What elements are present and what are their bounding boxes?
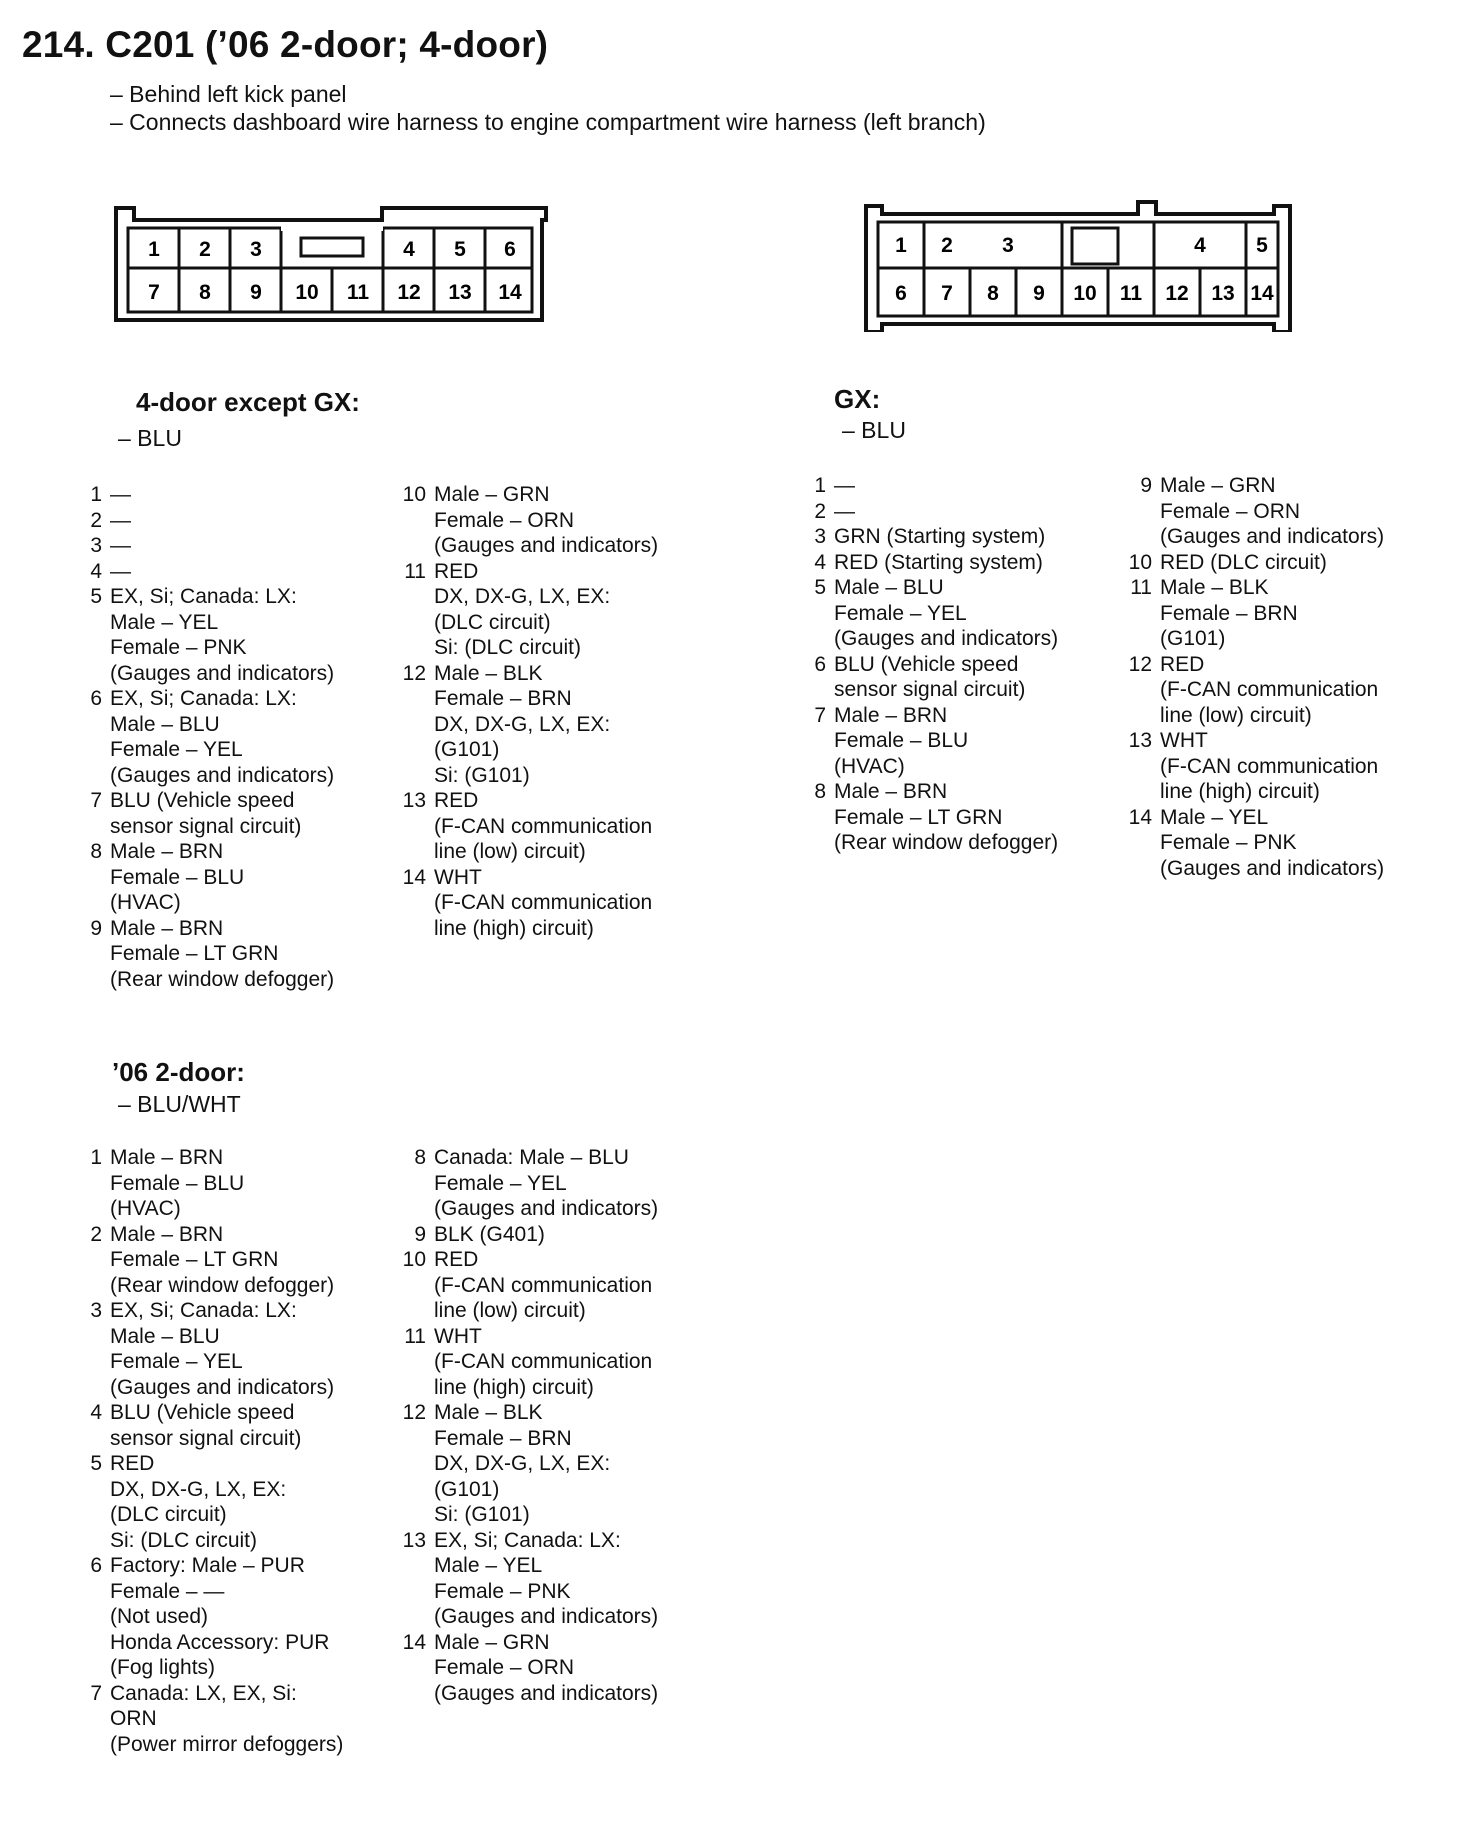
pin-description: Male – BRN Female – LT GRN (Rear window defogger) (834, 780, 1059, 854)
pin-entry (72, 839, 334, 916)
pin-entry (396, 482, 658, 559)
pin-number: 5 (814, 576, 826, 599)
pin-entry (72, 788, 334, 839)
pin-number: 6 (90, 687, 102, 710)
connector-pin-label: 1 (895, 234, 907, 257)
pin-number: 5 (90, 1452, 102, 1475)
pin-description: — (110, 483, 131, 506)
pin-description: EX, Si; Canada: LX: Male – BLU Female – YEL (Gauges and indicators) (110, 687, 335, 787)
section-heading-gx: GX: (834, 384, 881, 414)
pin-description: Male – BLU Female – YEL (Gauges and indicators) (834, 576, 1059, 650)
pin-entry (796, 652, 1058, 703)
pin-description: RED (F-CAN communication line (low) circuit) (434, 789, 653, 863)
pin-entry (796, 575, 1058, 652)
pin-description: EX, Si; Canada: LX: Male – YEL Female – PNK (Gauges and indicators) (434, 1528, 659, 1628)
pin-description: Male – GRN Female – ORN (Gauges and indicators) (1160, 474, 1385, 548)
connector-pin-label: 11 (346, 281, 370, 304)
connector-pin-label: 8 (199, 281, 211, 304)
pin-number: 11 (1130, 576, 1152, 599)
pin-description: RED (DLC circuit) (1160, 550, 1327, 574)
pin-description: Canada: Male – BLU Female – YEL (Gauges and indicators) (434, 1146, 659, 1220)
pin-number: 4 (814, 550, 826, 574)
pin-number: 12 (1128, 652, 1152, 676)
pin-description: WHT (F-CAN communication line (high) circuit) (434, 1324, 653, 1399)
pin-number: 2 (90, 508, 102, 532)
pin-description: EX, Si; Canada: LX: Male – BLU Female – YEL (Gauges and indicators) (110, 1299, 335, 1399)
connector-pin-label: 7 (148, 281, 160, 304)
pin-entry (796, 779, 1058, 856)
pin-entry (72, 482, 334, 508)
pin-entry (796, 473, 1058, 499)
pin-description: GRN (Starting system) (834, 525, 1046, 548)
connector-pin-label: 6 (504, 238, 516, 261)
pin-description: EX, Si; Canada: LX: Male – YEL Female – PNK (Gauges and indicators) (110, 585, 335, 685)
pin-number: 13 (402, 789, 426, 812)
pin-number: 14 (402, 865, 426, 889)
pin-entry (72, 559, 334, 585)
connector-pin-label: 9 (1033, 282, 1045, 305)
pin-entry (72, 1222, 343, 1299)
connector-pin-label: 4 (403, 238, 415, 261)
pin-entry (396, 788, 658, 865)
pin-number: 2 (814, 499, 826, 523)
pin-entry (1122, 550, 1384, 576)
pin-number: 13 (1128, 729, 1152, 752)
connector-right-key (1072, 228, 1118, 264)
section-heading-4door: 4-door except GX: (136, 387, 360, 417)
connector-pin-label: 12 (397, 281, 421, 304)
pin-description: WHT (F-CAN communication line (high) circuit) (434, 865, 653, 940)
pin-entry (72, 1553, 343, 1681)
connector-left-key (301, 238, 363, 256)
pin-entry (72, 1145, 343, 1222)
pin-number: 9 (1140, 474, 1152, 497)
pin-number: 11 (404, 1324, 426, 1348)
pin-description: Male – YEL Female – PNK (Gauges and indicators) (1160, 805, 1385, 880)
section-color-4door: – BLU (118, 425, 182, 451)
pin-number: 14 (1128, 805, 1152, 829)
pin-description: Male – GRN Female – ORN (Gauges and indicators) (434, 1630, 659, 1705)
pin-description: BLK (G401) (434, 1222, 545, 1246)
pin-list-2door-col1 (72, 1145, 343, 1757)
pin-number: 9 (414, 1222, 426, 1246)
pin-description: Male – BRN Female – LT GRN (Rear window defogger) (110, 916, 335, 991)
pin-entry (1122, 805, 1384, 882)
section-color-gx: – BLU (842, 417, 906, 443)
pin-description: BLU (Vehicle speed sensor signal circuit) (834, 652, 1026, 701)
pin-entry (796, 703, 1058, 780)
pin-number: 1 (90, 1146, 102, 1169)
pin-entry (396, 1324, 658, 1401)
pin-number: 5 (90, 585, 102, 608)
pin-number: 2 (90, 1222, 102, 1246)
connector-pin-label: 3 (250, 238, 262, 261)
pin-entry (72, 1400, 343, 1451)
pin-number: 14 (402, 1630, 426, 1654)
pin-entry (396, 865, 658, 942)
pin-entry (796, 499, 1058, 525)
pin-list-gx-col1 (796, 473, 1058, 856)
pin-number: 1 (90, 483, 102, 506)
pin-number: 13 (402, 1528, 426, 1552)
pin-list-4door-col2 (396, 482, 658, 941)
pin-entry (396, 1222, 658, 1248)
pin-description: RED (F-CAN communication line (low) circuit) (1160, 652, 1379, 727)
pin-list-gx-col2 (1122, 473, 1384, 881)
pin-description: RED DX, DX-G, LX, EX: (DLC circuit) Si: (DLC circuit) (434, 559, 611, 659)
pin-list-2door-col2 (396, 1145, 658, 1706)
connector-left-diagram (114, 206, 554, 326)
pin-description: Male – BLK Female – BRN DX, DX-G, LX, EX: (G101) Si: (G101) (434, 1401, 611, 1526)
pin-number: 8 (814, 780, 826, 803)
pin-description: Male – BLK Female – BRN DX, DX-G, LX, EX: (G101) Si: (G101) (434, 661, 611, 787)
pin-entry (796, 550, 1058, 576)
pin-description: RED DX, DX-G, LX, EX: (DLC circuit) Si: (DLC circuit) (110, 1452, 287, 1552)
location-line-1: – Behind left kick panel (110, 81, 347, 107)
connector-pin-label: 14 (1250, 282, 1274, 305)
connector-pin-label: 5 (1256, 234, 1268, 257)
pin-number: 3 (814, 525, 826, 548)
section-color-2door: – BLU/WHT (118, 1091, 241, 1117)
pin-number: 9 (90, 916, 102, 940)
pin-number: 10 (402, 1248, 426, 1271)
connector-pin-label: 6 (895, 282, 907, 305)
pin-number: 7 (90, 1681, 102, 1705)
pin-entry (72, 584, 334, 686)
pin-description: — (110, 534, 131, 557)
connector-pin-label: 4 (1194, 234, 1206, 257)
connector-pin-label: 3 (1002, 234, 1014, 257)
connector-pin-label: 2 (199, 238, 211, 261)
pin-description: WHT (F-CAN communication line (high) circuit) (1160, 729, 1379, 803)
pin-entry (72, 686, 334, 788)
pin-entry (396, 1400, 658, 1528)
pin-number: 4 (90, 1401, 102, 1424)
section-heading-2door: ’06 2-door: (112, 1057, 245, 1087)
pin-entry (796, 524, 1058, 550)
pin-description: RED (F-CAN communication line (low) circuit) (434, 1248, 653, 1322)
pin-description: — (110, 559, 131, 583)
pin-entry (396, 559, 658, 661)
pin-entry (72, 508, 334, 534)
pin-number: 7 (814, 703, 826, 727)
connector-pin-label: 8 (987, 282, 999, 305)
pin-entry (1122, 652, 1384, 729)
pin-entry (72, 1298, 343, 1400)
pin-description: RED (Starting system) (834, 550, 1043, 574)
pin-number: 10 (1128, 550, 1152, 574)
connector-pin-label: 13 (448, 281, 472, 304)
connector-pin-label: 12 (1165, 282, 1189, 305)
pin-description: Male – BLK Female – BRN (G101) (1160, 576, 1298, 650)
pin-number: 8 (414, 1146, 426, 1169)
pin-description: Male – BRN Female – BLU (HVAC) (110, 840, 245, 914)
pin-number: 4 (90, 559, 102, 583)
pin-entry (396, 1247, 658, 1324)
pin-description: Male – BRN Female – LT GRN (Rear window defogger) (110, 1222, 335, 1297)
pin-description: — (110, 508, 131, 532)
pin-entry (396, 1145, 658, 1222)
pin-number: 8 (90, 840, 102, 863)
pin-number: 3 (90, 534, 102, 557)
pin-entry (72, 1681, 343, 1758)
connector-pin-label: 7 (941, 282, 953, 305)
pin-description: Canada: LX, EX, Si: ORN (Power mirror defoggers) (110, 1681, 344, 1756)
connector-pin-label: 10 (1073, 282, 1097, 305)
pin-entry (1122, 575, 1384, 652)
pin-number: 1 (814, 474, 826, 497)
connector-pin-label: 10 (295, 281, 319, 304)
pin-entry (396, 1630, 658, 1707)
pin-description: Male – BRN Female – BLU (HVAC) (110, 1146, 245, 1220)
connector-pin-label: 5 (454, 238, 466, 261)
location-line-2: – Connects dashboard wire harness to engine compartment wire harness (left branch) (110, 109, 986, 135)
pin-description: Male – BRN Female – BLU (HVAC) (834, 703, 969, 778)
connector-pin-label: 1 (148, 238, 160, 261)
pin-entry (72, 533, 334, 559)
pin-list-4door-col1 (72, 482, 334, 992)
connector-pin-label: 13 (1211, 282, 1235, 305)
pin-entry (1122, 473, 1384, 550)
pin-number: 3 (90, 1299, 102, 1322)
pin-number: 12 (402, 1401, 426, 1424)
pin-number: 6 (814, 652, 826, 676)
pin-number: 11 (404, 559, 426, 583)
connector-pin-label: 9 (250, 281, 262, 304)
connector-right-diagram (864, 200, 1304, 332)
pin-entry (72, 1451, 343, 1553)
connector-pin-label: 11 (1119, 282, 1143, 305)
page-title: 214. C201 (’06 2-door; 4-door) (22, 24, 549, 65)
connector-pin-label: 2 (941, 234, 953, 257)
pin-entry (396, 661, 658, 789)
pin-entry (1122, 728, 1384, 805)
pin-description: — (834, 499, 855, 523)
pin-description: BLU (Vehicle speed sensor signal circuit) (110, 789, 302, 838)
pin-entry (396, 1528, 658, 1630)
pin-description: BLU (Vehicle speed sensor signal circuit) (110, 1401, 302, 1450)
pin-number: 6 (90, 1554, 102, 1577)
pin-description: — (834, 474, 855, 497)
pin-entry (72, 916, 334, 993)
pin-description: Male – GRN Female – ORN (Gauges and indicators) (434, 483, 659, 557)
pin-number: 12 (402, 661, 426, 685)
pin-number: 10 (402, 483, 426, 506)
pin-number: 7 (90, 789, 102, 812)
pin-description: Factory: Male – PUR Female – — (Not used) Honda Accessory: PUR (Fog lights) (110, 1554, 330, 1679)
connector-pin-label: 14 (498, 281, 522, 304)
